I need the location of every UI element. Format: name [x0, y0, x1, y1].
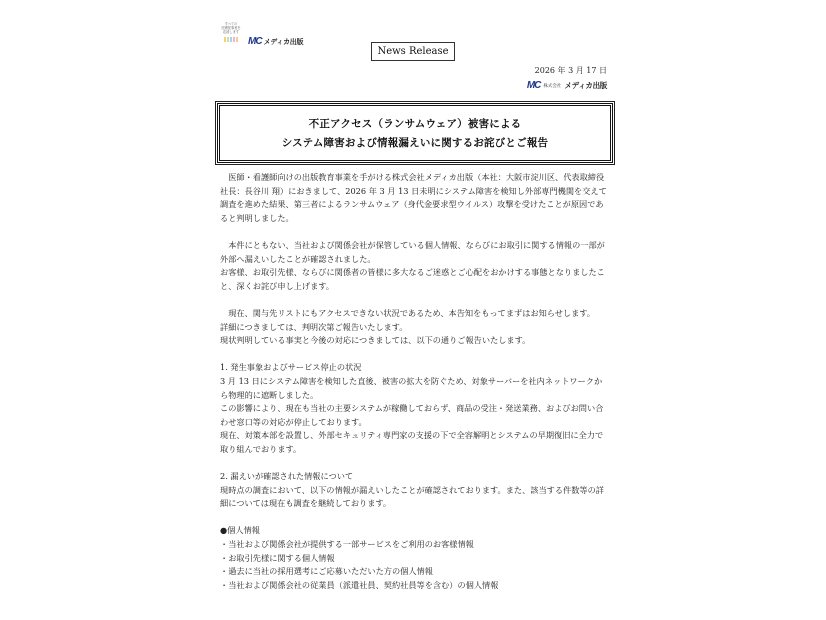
page-title-line-2: システム障害および情報漏えいに関するお詫びとご報告: [281, 137, 549, 149]
personal-info-list: [220, 538, 610, 592]
section-1-paragraph: 3 月 13 日にシステム障害を検知した直後、被害の拡大を防ぐため、対象サーバーを社内ネットワークから物理的に遮断しました。: [220, 375, 603, 400]
apology-paragraph: お客様、お取引先様、ならびに関係者の皆様に多大なるご迷惑とご心配をおかけする事態となりましたこと、深くお詫び申し上げます。: [220, 267, 605, 291]
tagline-mark: [218, 22, 244, 42]
leak-paragraph: 本件にともない、当社および関係会社が保管している個人情報、ならびにお取引に関する情報の一部が外部へ漏えいしたことが確認されました。: [220, 239, 605, 264]
tagline-line: 医療従事者を: [221, 26, 241, 31]
document-body: [220, 171, 610, 592]
mc-mark-icon: MC: [248, 36, 262, 47]
section-1-paragraph: 現在、対策本部を設置し、外部セキュリティ専門家の支援の下で全容解明とシステムの早期復旧に全力で取り組んでおります。: [220, 430, 604, 454]
intro-paragraph: 医師・看護師向けの出版教育事業を手がける株式会社メディカ出版（本社：大阪市淀川区、代表取締役社長：長谷川 翔）におきまして、2026 年 3 月 13 日未明にシステム障害を検知し外部専門機関を交えて調査を進めた結果、第三者によるランサムウェア（身代金要求型ウイルス）攻撃を受けたことが原因であると判明しました。: [220, 172, 607, 223]
tagline-line: すべての: [224, 22, 238, 26]
corp-prefix: 株式会社: [543, 83, 562, 89]
corp-name: メディカ出版: [564, 81, 607, 90]
notice-paragraph: 現在、関与先リストにもアクセスできない状況であるため、本告知をもってまずはお知らせします。: [228, 307, 595, 318]
color-bars-icon: [218, 37, 244, 42]
news-release-label: News Release: [371, 42, 455, 61]
mc-logo: [248, 36, 303, 47]
section-2-paragraph: 現時点の調査において、以下の情報が漏えいしたことが確認されております。また、該当する件数等の詳細については現在も調査を継続しております。: [220, 484, 604, 509]
brand-name: メディカ出版: [263, 37, 304, 46]
list-item: ・過去に当社の採用選考にご応募いただいた方の個人情報: [220, 566, 433, 577]
tagline-line: 応援します: [223, 30, 239, 35]
title-frame: [217, 103, 613, 163]
release-date: 2026 年 3 月 17 日: [534, 66, 607, 75]
section-2-heading: 2. 漏えいが確認された情報について: [220, 471, 354, 482]
list-item: ・当社および関係会社の従業員（派遣社員、契約社員等を含む）の個人情報: [220, 579, 499, 590]
corporate-logo: [527, 80, 607, 91]
mc-mark-icon: MC: [526, 80, 541, 91]
report-paragraph: 現状判明している事実と今後の対応につきましては、以下の通りご報告いたします。: [220, 335, 531, 346]
details-paragraph: 詳細につきましては、判明次第ご報告いたします。: [220, 321, 408, 332]
page-title-line-1: 不正アクセス（ランサムウェア）被害による: [308, 118, 522, 130]
section-1-heading: 1. 発生事象およびサービス停止の状況: [220, 362, 362, 373]
list-item: ・お取引先様に関する個人情報: [220, 552, 335, 563]
personal-info-heading: ●個人情報: [220, 525, 260, 536]
list-item: ・当社および関係会社が提供する一部サービスをご利用のお客様情報: [220, 539, 474, 550]
section-1-paragraph: この影響により、現在も当社の主要システムが稼働しておらず、商品の受注・発送業務、およびお問い合わせ窓口等の対応が停止しております。: [220, 403, 604, 427]
top-brand-logo: [218, 22, 303, 47]
